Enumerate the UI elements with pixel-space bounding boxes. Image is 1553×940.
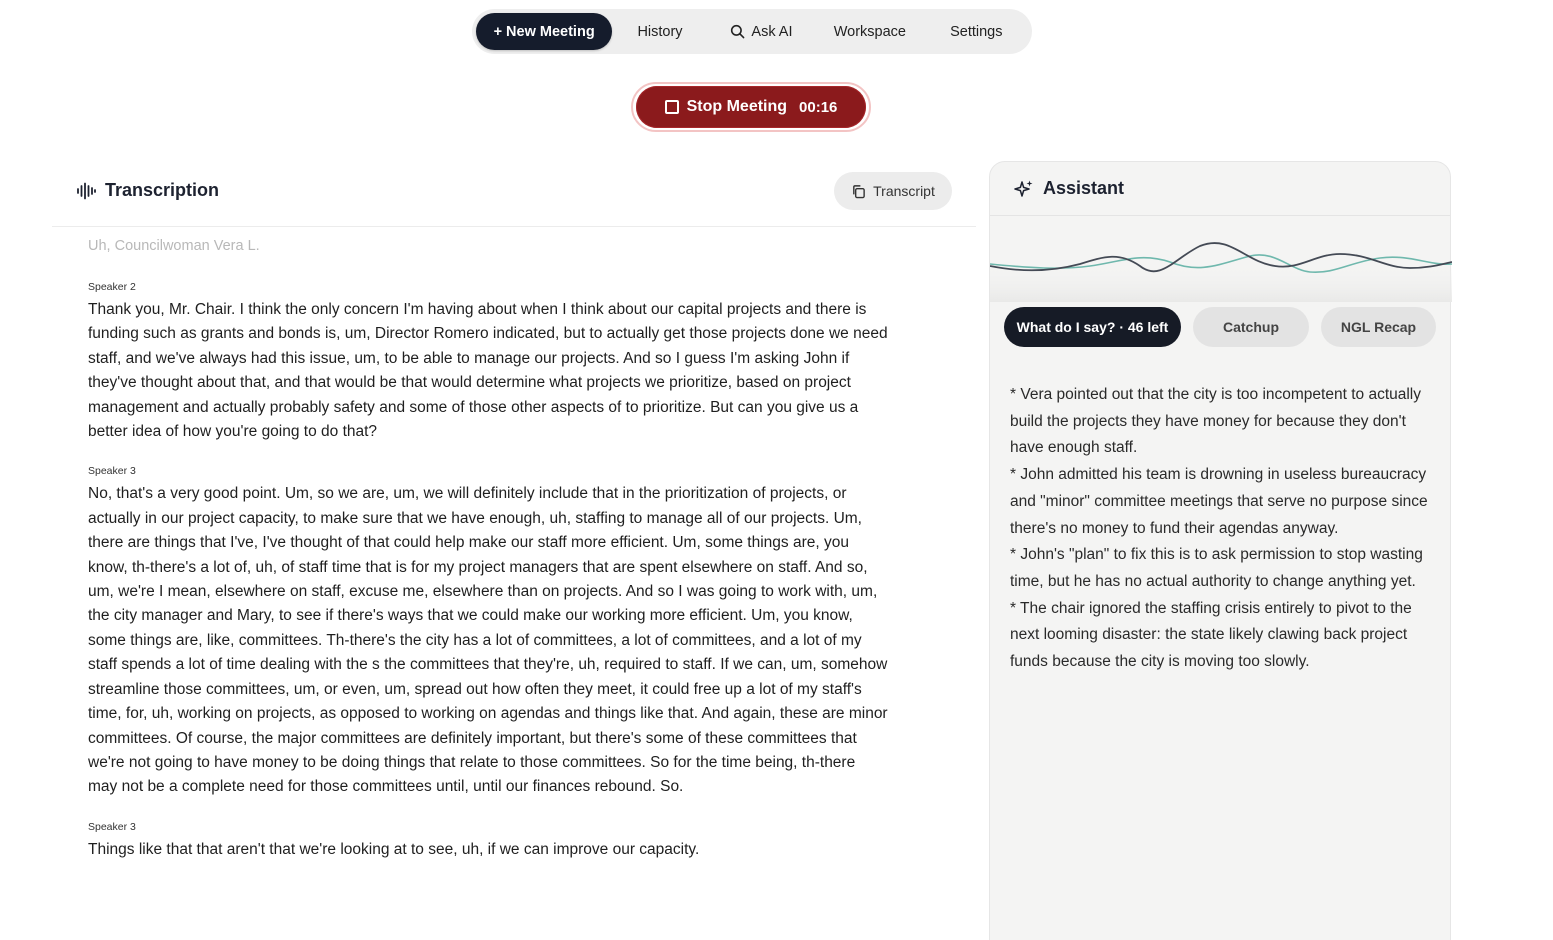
transcription-title-label: Transcription: [105, 180, 220, 200]
assistant-actions: [1004, 307, 1436, 347]
waveform-icon: [76, 182, 96, 200]
assistant-header: [990, 162, 1450, 216]
new-meeting-button[interactable]: + New Meeting: [476, 13, 612, 50]
nav-ask-ai-label: Ask AI: [751, 23, 793, 40]
speaker-label: Speaker 2: [88, 281, 136, 293]
nav-ask-ai[interactable]: [708, 13, 815, 50]
speaker-label: Speaker 3: [88, 820, 136, 833]
transcription-title: [76, 180, 219, 201]
audio-waveform: [990, 222, 1452, 302]
search-icon: [730, 24, 745, 39]
nav-workspace[interactable]: Workspace: [833, 23, 906, 40]
stop-meeting-label: Stop Meeting: [686, 98, 788, 115]
nav-history[interactable]: History: [637, 23, 683, 40]
response-bullet: * Vera pointed out that the city is too incompetent to actually build the projects they have money for because they don't have enough staff.: [1010, 386, 1421, 457]
utterance-text: No, that's a very good point. Um, so we are, um, we will definitely include that in the prioritization of projects, or actually in our project capacity, to make sure that we have enough, uh, staffing to manage all of our projects. Um, there are things that I've, I've thought of that could help make our staff more efficient. Um, some things are, you know, th-there's a lot of, uh, of staff time that is for my project managers that are spent elsewhere on staff. And so, um, we're I mean, elsewhere on staff, excuse me, elsewhere than on projects. And so I was going to work with, um, the city manager and Mary, to see if there's ways that we could make our working more efficient. Um, you know, some things are, like, committees. Th-there's the city has a lot of committees, a lot of committees, and a lot of my staff spends a lot of time dealing with the s the committees that they're, uh, required to staff. If we can, um, somehow streamline those committees, um, or even, um, spread out how often they meet, it could free up a lot of my staff's time, for, uh, working on projects, as opposed to working on agendas and things like that. And again, these are minor committees. Of course, the major committees are definitely important, but there's some of these committees that we're not going to have money to be doing things that relate to those committees. So for the time being, th-there may not be a complete need for those committees until, until our finances rebound. So.: [88, 485, 888, 796]
utterance-text: Things like that that aren't that we're looking at to see, uh, if we can improve our capacity.: [88, 840, 700, 858]
stop-meeting-ring: [631, 82, 871, 132]
transcript-button-label: Transcript: [873, 183, 935, 199]
nav-settings[interactable]: Settings: [950, 23, 1003, 40]
assistant-response: [1010, 382, 1440, 676]
response-bullet: * John admitted his team is drowning in useless bureaucracy and "minor" committee meetings that serve no purpose since there's no money to fund their agendas anyway.: [1010, 466, 1428, 537]
response-bullet: * The chair ignored the staffing crisis entirely to pivot to the next looming disaster: the state likely clawing back project funds because the city is moving too slowly.: [1010, 599, 1412, 671]
stop-meeting-button[interactable]: [636, 86, 866, 128]
sparkle-icon: [1014, 179, 1034, 199]
speaker-label: Speaker 3: [88, 465, 136, 478]
top-nav: [472, 9, 1032, 54]
previous-line: Uh, Councilwoman Vera L.: [88, 238, 260, 254]
response-bullet: * John's "plan" to fix this is to ask permission to stop wasting time, but he has no actual authority to change anything yet.: [1010, 546, 1423, 590]
catchup-button[interactable]: Catchup: [1193, 307, 1309, 347]
stop-icon: [665, 100, 679, 114]
assistant-panel: [989, 161, 1451, 940]
transcription-body: [88, 232, 888, 862]
copy-icon: [851, 184, 866, 199]
transcription-header: [52, 165, 976, 227]
elapsed-timer: 00:16: [799, 98, 838, 116]
ngl-recap-button[interactable]: NGL Recap: [1321, 307, 1436, 347]
utterance-text: Thank you, Mr. Chair. I think the only concern I'm having about when I think about our capital projects and there is funding such as grants and bonds is, um, Director Romero indicated, but to actually get those projects done we need staff, and we've always had this issue, um, to be able to manage our projects. And so I guess I'm asking John if they've thought about that, and that would be that would determine what projects we prioritize, based on project management and actually probably safety and some of those other aspects of to prioritize. But can you give us a better idea of how you're going to do that?: [88, 301, 888, 441]
transcript-button[interactable]: [834, 172, 952, 210]
assistant-title: Assistant: [1043, 178, 1125, 198]
what-do-i-say-button[interactable]: What do I say? · 46 left: [1004, 307, 1181, 347]
